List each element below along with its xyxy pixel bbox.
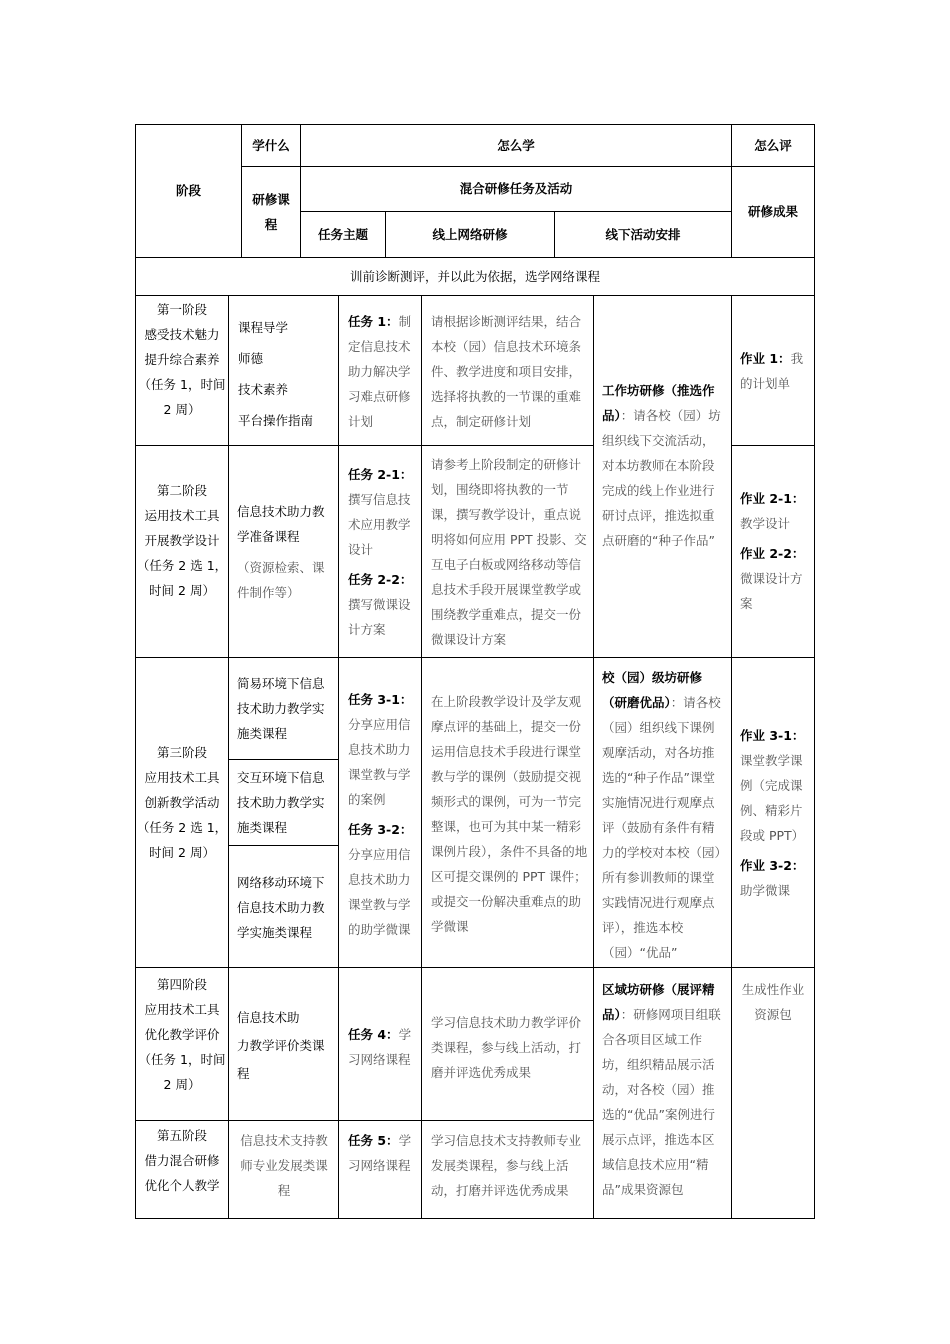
offline-regional: 区域坊研修（展评精品）：研修网项目组联合各项目区域工作坊，组织精品展示活动，对各校（园）推选的“优品”案例进行展示点评，推选本区域信息技术应用“精品”成果资源包 (602, 982, 721, 1197)
pre-training-note: 训前诊断测评，并以此为依据，选学网络课程 (349, 269, 600, 284)
header-evaluate: 怎么评 (754, 138, 792, 153)
offline-workshop: 工作坊研修（推选作品）：请各校（园）坊组织线下交流活动，对本坊教师在本阶段完成的线上作业进行研讨点评，推选拟重点研磨的“种子作品” (602, 383, 721, 548)
header-course: 研修课程 (252, 192, 290, 232)
header-stage: 阶段 (175, 183, 201, 198)
header-how: 怎么学 (497, 138, 535, 153)
stage2-name: 第二阶段 运用技术工具 开展教学设计 （任务 2 选 1， 时间 2 周） (136, 483, 228, 598)
stage2-courses: 信息技术助力教学准备课程 （资源检索、课件制作等） (237, 504, 325, 600)
header-mixed: 混合研修任务及活动 (459, 181, 573, 196)
stage4-online: 学习信息技术助力教学评价类课程，参与线上活动，打磨并评选优秀成果 (431, 1015, 582, 1080)
stage3-offline: 校（园）级坊研修（研磨优品）：请各校（园）组织线下课例观摩活动，对各坊推选的“种子作品”课堂实施情况进行观摩点评（鼓励有条件有精力的学校对本校（园）所有参训教师的课堂实践情况进行观摩点评），推选本校（园）“优品” (602, 670, 721, 960)
stage5-online: 学习信息技术支持教师专业发展类课程，参与线上活动，打磨并评选优秀成果 (431, 1133, 582, 1198)
stage3-online: 在上阶段教学设计及学友观摩点评的基础上，提交一份运用信息技术手段进行课堂教与学的课例（鼓励提交视频形式的课例，可为一节完整课，也可为其中某一精彩课例片段），条件不具备的地区可提交课例的 PPT 课件；或提交一份解决重难点的助学微课 (431, 694, 588, 934)
header-result: 研修成果 (747, 204, 798, 219)
stage1-courses: 课程导学 师德 技术素养 平台操作指南 (238, 320, 314, 428)
stage3-task: 任务 3-1： 分享应用信息技术助力课堂教与学的案例 任务 3-2： 分享应用信息技术助力课堂教与学的助学微课 (348, 692, 413, 937)
stage1-result: 作业 1：我的计划单 (740, 351, 804, 391)
stage3-course-mobile: 网络移动环境下信息技术助力教学实施类课程 (237, 875, 325, 940)
stage1-task: 任务 1：制定信息技术助力解决学习难点研修计划 (348, 314, 412, 429)
header-what: 学什么 (252, 138, 290, 153)
stage3-course-interactive: 交互环境下信息技术助力教学实施类课程 (237, 770, 325, 835)
stage1-name: 第一阶段 感受技术魅力 提升综合素养 （任务 1，时间 2 周） (138, 302, 226, 417)
stage2-result: 作业 2-1： 教学设计 作业 2-2： 微课设计方案 (740, 491, 805, 611)
stage3-result: 作业 3-1： 课堂教学课例（完成课例、精彩片段或 PPT） 作业 3-2： 助学微课 (740, 728, 805, 898)
stage4-courses: 信息技术助 力教学评价类课 程 (237, 1010, 325, 1081)
header-task-theme: 任务主题 (317, 227, 368, 242)
stage4-task: 任务 4：学习网络课程 (348, 1027, 412, 1067)
stage5-name: 第五阶段 借力混合研修 优化个人教学 (144, 1128, 220, 1193)
stage4-name: 第四阶段 应用技术工具 优化教学评价 （任务 1，时间 2 周） (138, 977, 226, 1092)
stage5-course: 信息技术支持教师专业发展类课程 (240, 1133, 328, 1198)
stage1-online: 请根据诊断测评结果，结合本校（园）信息技术环境条件、教学进度和项目安排，选择将执教的一节课的重难点，制定研修计划 (431, 314, 582, 429)
stage3-name: 第三阶段 应用技术工具 创新教学活动 （任务 2 选 1， 时间 2 周） (136, 745, 228, 860)
stage3-course-simple: 简易环境下信息技术助力教学实施类课程 (237, 676, 325, 741)
stage2-task: 任务 2-1： 撰写信息技术应用教学设计 任务 2-2： 撰写微课设计方案 (348, 467, 413, 637)
stage4-result: 生成性作业资源包 (741, 982, 805, 1022)
stage5-task: 任务 5：学习网络课程 (348, 1133, 412, 1173)
header-offline: 线下活动安排 (605, 227, 681, 242)
stage2-online: 请参考上阶段制定的研修计划，围绕即将执教的一节课，撰写教学设计，重点说明将如何应用 PPT 投影、交互电子白板或网络移动等信息技术手段开展课堂教学或围绕教学重难点，提交一份微课设计方案 (431, 457, 587, 647)
header-online: 线上网络研修 (432, 227, 508, 242)
